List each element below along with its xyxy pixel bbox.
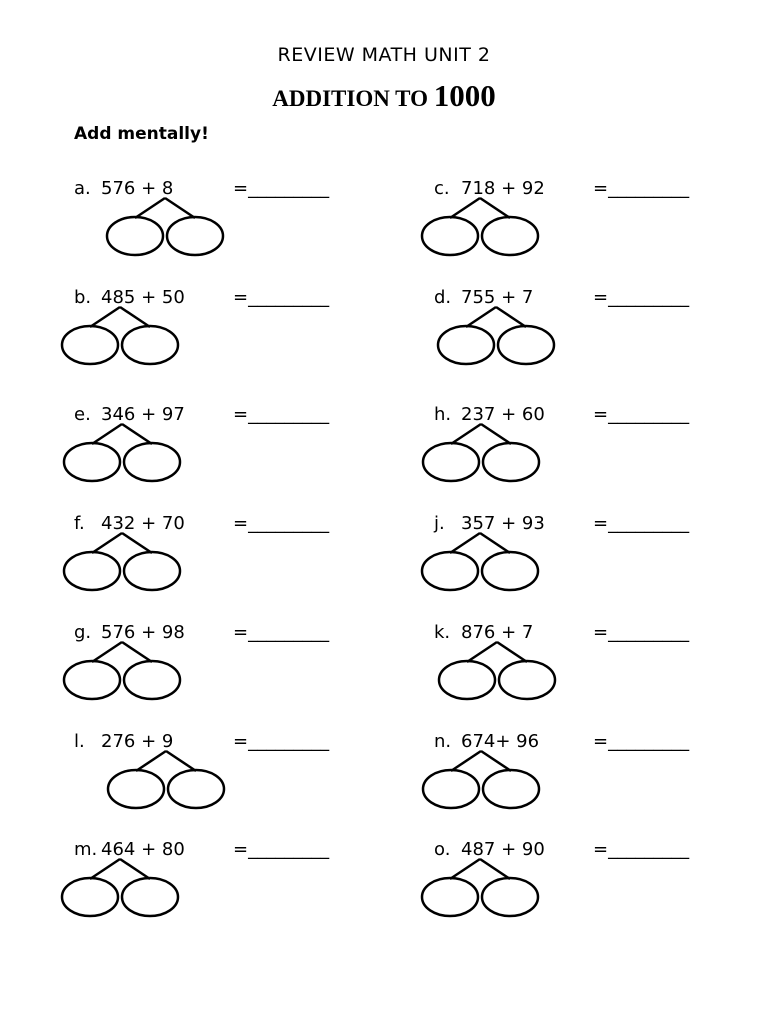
- bond-circle-right[interactable]: [482, 217, 538, 255]
- answer-blank[interactable]: =_________: [233, 622, 330, 643]
- bond-circle-right[interactable]: [483, 770, 539, 808]
- bond-circle-right[interactable]: [483, 443, 539, 481]
- bond-circle-left[interactable]: [64, 552, 120, 590]
- bond-line-right: [480, 198, 510, 218]
- problem-label: g.: [74, 622, 92, 643]
- answer-blank[interactable]: =_________: [593, 287, 690, 308]
- bond-circle-right[interactable]: [482, 878, 538, 916]
- problem-label: k.: [434, 622, 451, 643]
- bond-circle-left[interactable]: [108, 770, 164, 808]
- number-bond-tree: [416, 424, 546, 488]
- bond-circle-left[interactable]: [422, 552, 478, 590]
- bond-line-left: [92, 642, 122, 662]
- number-bond-tree: [101, 751, 231, 815]
- problem-label: m.: [74, 839, 98, 860]
- answer-blank[interactable]: =_________: [593, 839, 690, 860]
- number-bond-tree: [55, 307, 185, 371]
- number-bond-tree: [431, 307, 561, 371]
- answer-blank[interactable]: =_________: [233, 178, 330, 199]
- number-bond-tree: [55, 859, 185, 923]
- bond-line-left: [451, 424, 481, 444]
- bond-line-right: [481, 424, 511, 444]
- problem-label: o.: [434, 839, 451, 860]
- problem-expression: 357 + 93: [461, 513, 545, 534]
- number-bond-tree: [415, 533, 545, 597]
- bond-circle-left[interactable]: [422, 878, 478, 916]
- answer-blank[interactable]: =_________: [593, 731, 690, 752]
- subtitle-number: 1000: [433, 78, 496, 113]
- answer-blank[interactable]: =_________: [233, 287, 330, 308]
- problem-label: d.: [434, 287, 452, 308]
- bond-circle-left[interactable]: [62, 878, 118, 916]
- number-bond-tree: [415, 859, 545, 923]
- number-bond-tree: [57, 533, 187, 597]
- number-bond-tree: [57, 424, 187, 488]
- bond-circle-left[interactable]: [422, 217, 478, 255]
- bond-line-right: [120, 307, 150, 327]
- problem-label: a.: [74, 178, 91, 199]
- answer-blank[interactable]: =_________: [233, 404, 330, 425]
- problem-expression: 576 + 98: [101, 622, 185, 643]
- bond-circle-left[interactable]: [64, 443, 120, 481]
- answer-blank[interactable]: =_________: [233, 513, 330, 534]
- number-bond-tree: [57, 642, 187, 706]
- bond-line-right: [165, 198, 195, 218]
- bond-line-left: [135, 198, 165, 218]
- problem-expression: 432 + 70: [101, 513, 185, 534]
- bond-line-right: [122, 424, 152, 444]
- bond-circle-left[interactable]: [439, 661, 495, 699]
- bond-circle-right[interactable]: [482, 552, 538, 590]
- problem-expression: 237 + 60: [461, 404, 545, 425]
- bond-circle-left[interactable]: [423, 443, 479, 481]
- bond-line-left: [92, 533, 122, 553]
- number-bond-tree: [432, 642, 562, 706]
- bond-line-left: [450, 533, 480, 553]
- bond-circle-right[interactable]: [499, 661, 555, 699]
- number-bond-tree: [100, 198, 230, 262]
- problem-expression: 487 + 90: [461, 839, 545, 860]
- answer-blank[interactable]: =_________: [593, 622, 690, 643]
- bond-circle-left[interactable]: [64, 661, 120, 699]
- bond-line-left: [450, 198, 480, 218]
- problem-label: j.: [434, 513, 445, 534]
- bond-line-right: [122, 642, 152, 662]
- answer-blank[interactable]: =_________: [593, 178, 690, 199]
- bond-line-right: [120, 859, 150, 879]
- bond-circle-right[interactable]: [124, 661, 180, 699]
- bond-circle-right[interactable]: [122, 326, 178, 364]
- bond-circle-left[interactable]: [62, 326, 118, 364]
- answer-blank[interactable]: =_________: [593, 513, 690, 534]
- bond-line-left: [90, 307, 120, 327]
- worksheet-subtitle: [0, 78, 768, 114]
- subtitle-text: ADDITION TO: [272, 86, 434, 111]
- answer-blank[interactable]: =_________: [593, 404, 690, 425]
- bond-circle-right[interactable]: [498, 326, 554, 364]
- problem-expression: 755 + 7: [461, 287, 534, 308]
- bond-line-left: [467, 642, 497, 662]
- problem-expression: 485 + 50: [101, 287, 185, 308]
- problem-expression: 576 + 8: [101, 178, 174, 199]
- bond-circle-right[interactable]: [124, 552, 180, 590]
- bond-circle-right[interactable]: [124, 443, 180, 481]
- problem-label: e.: [74, 404, 91, 425]
- bond-line-right: [122, 533, 152, 553]
- bond-circle-left[interactable]: [107, 217, 163, 255]
- problem-label: l.: [74, 731, 85, 752]
- bond-circle-right[interactable]: [168, 770, 224, 808]
- bond-circle-left[interactable]: [438, 326, 494, 364]
- problem-expression: 876 + 7: [461, 622, 534, 643]
- bond-line-left: [90, 859, 120, 879]
- number-bond-tree: [415, 198, 545, 262]
- problem-label: n.: [434, 731, 452, 752]
- problem-label: c.: [434, 178, 450, 199]
- problem-label: b.: [74, 287, 92, 308]
- worksheet-title: REVIEW MATH UNIT 2: [277, 44, 491, 66]
- bond-line-left: [466, 307, 496, 327]
- bond-line-right: [481, 751, 511, 771]
- bond-circle-right[interactable]: [122, 878, 178, 916]
- bond-line-left: [451, 751, 481, 771]
- bond-line-right: [497, 642, 527, 662]
- bond-line-right: [496, 307, 526, 327]
- number-bond-tree: [416, 751, 546, 815]
- problem-expression: 718 + 92: [461, 178, 545, 199]
- bond-line-right: [480, 533, 510, 553]
- problem-expression: 276 + 9: [101, 731, 174, 752]
- problem-expression: 346 + 97: [101, 404, 185, 425]
- answer-blank[interactable]: =_________: [233, 839, 330, 860]
- problem-expression: 464 + 80: [101, 839, 185, 860]
- bond-line-right: [480, 859, 510, 879]
- bond-circle-right[interactable]: [167, 217, 223, 255]
- instruction: Add mentally!: [74, 124, 209, 144]
- problem-expression: 674+ 96: [461, 731, 540, 752]
- problem-label: h.: [434, 404, 452, 425]
- bond-circle-left[interactable]: [423, 770, 479, 808]
- problem-label: f.: [74, 513, 85, 534]
- bond-line-right: [166, 751, 196, 771]
- bond-line-left: [92, 424, 122, 444]
- answer-blank[interactable]: =_________: [233, 731, 330, 752]
- bond-line-left: [136, 751, 166, 771]
- bond-line-left: [450, 859, 480, 879]
